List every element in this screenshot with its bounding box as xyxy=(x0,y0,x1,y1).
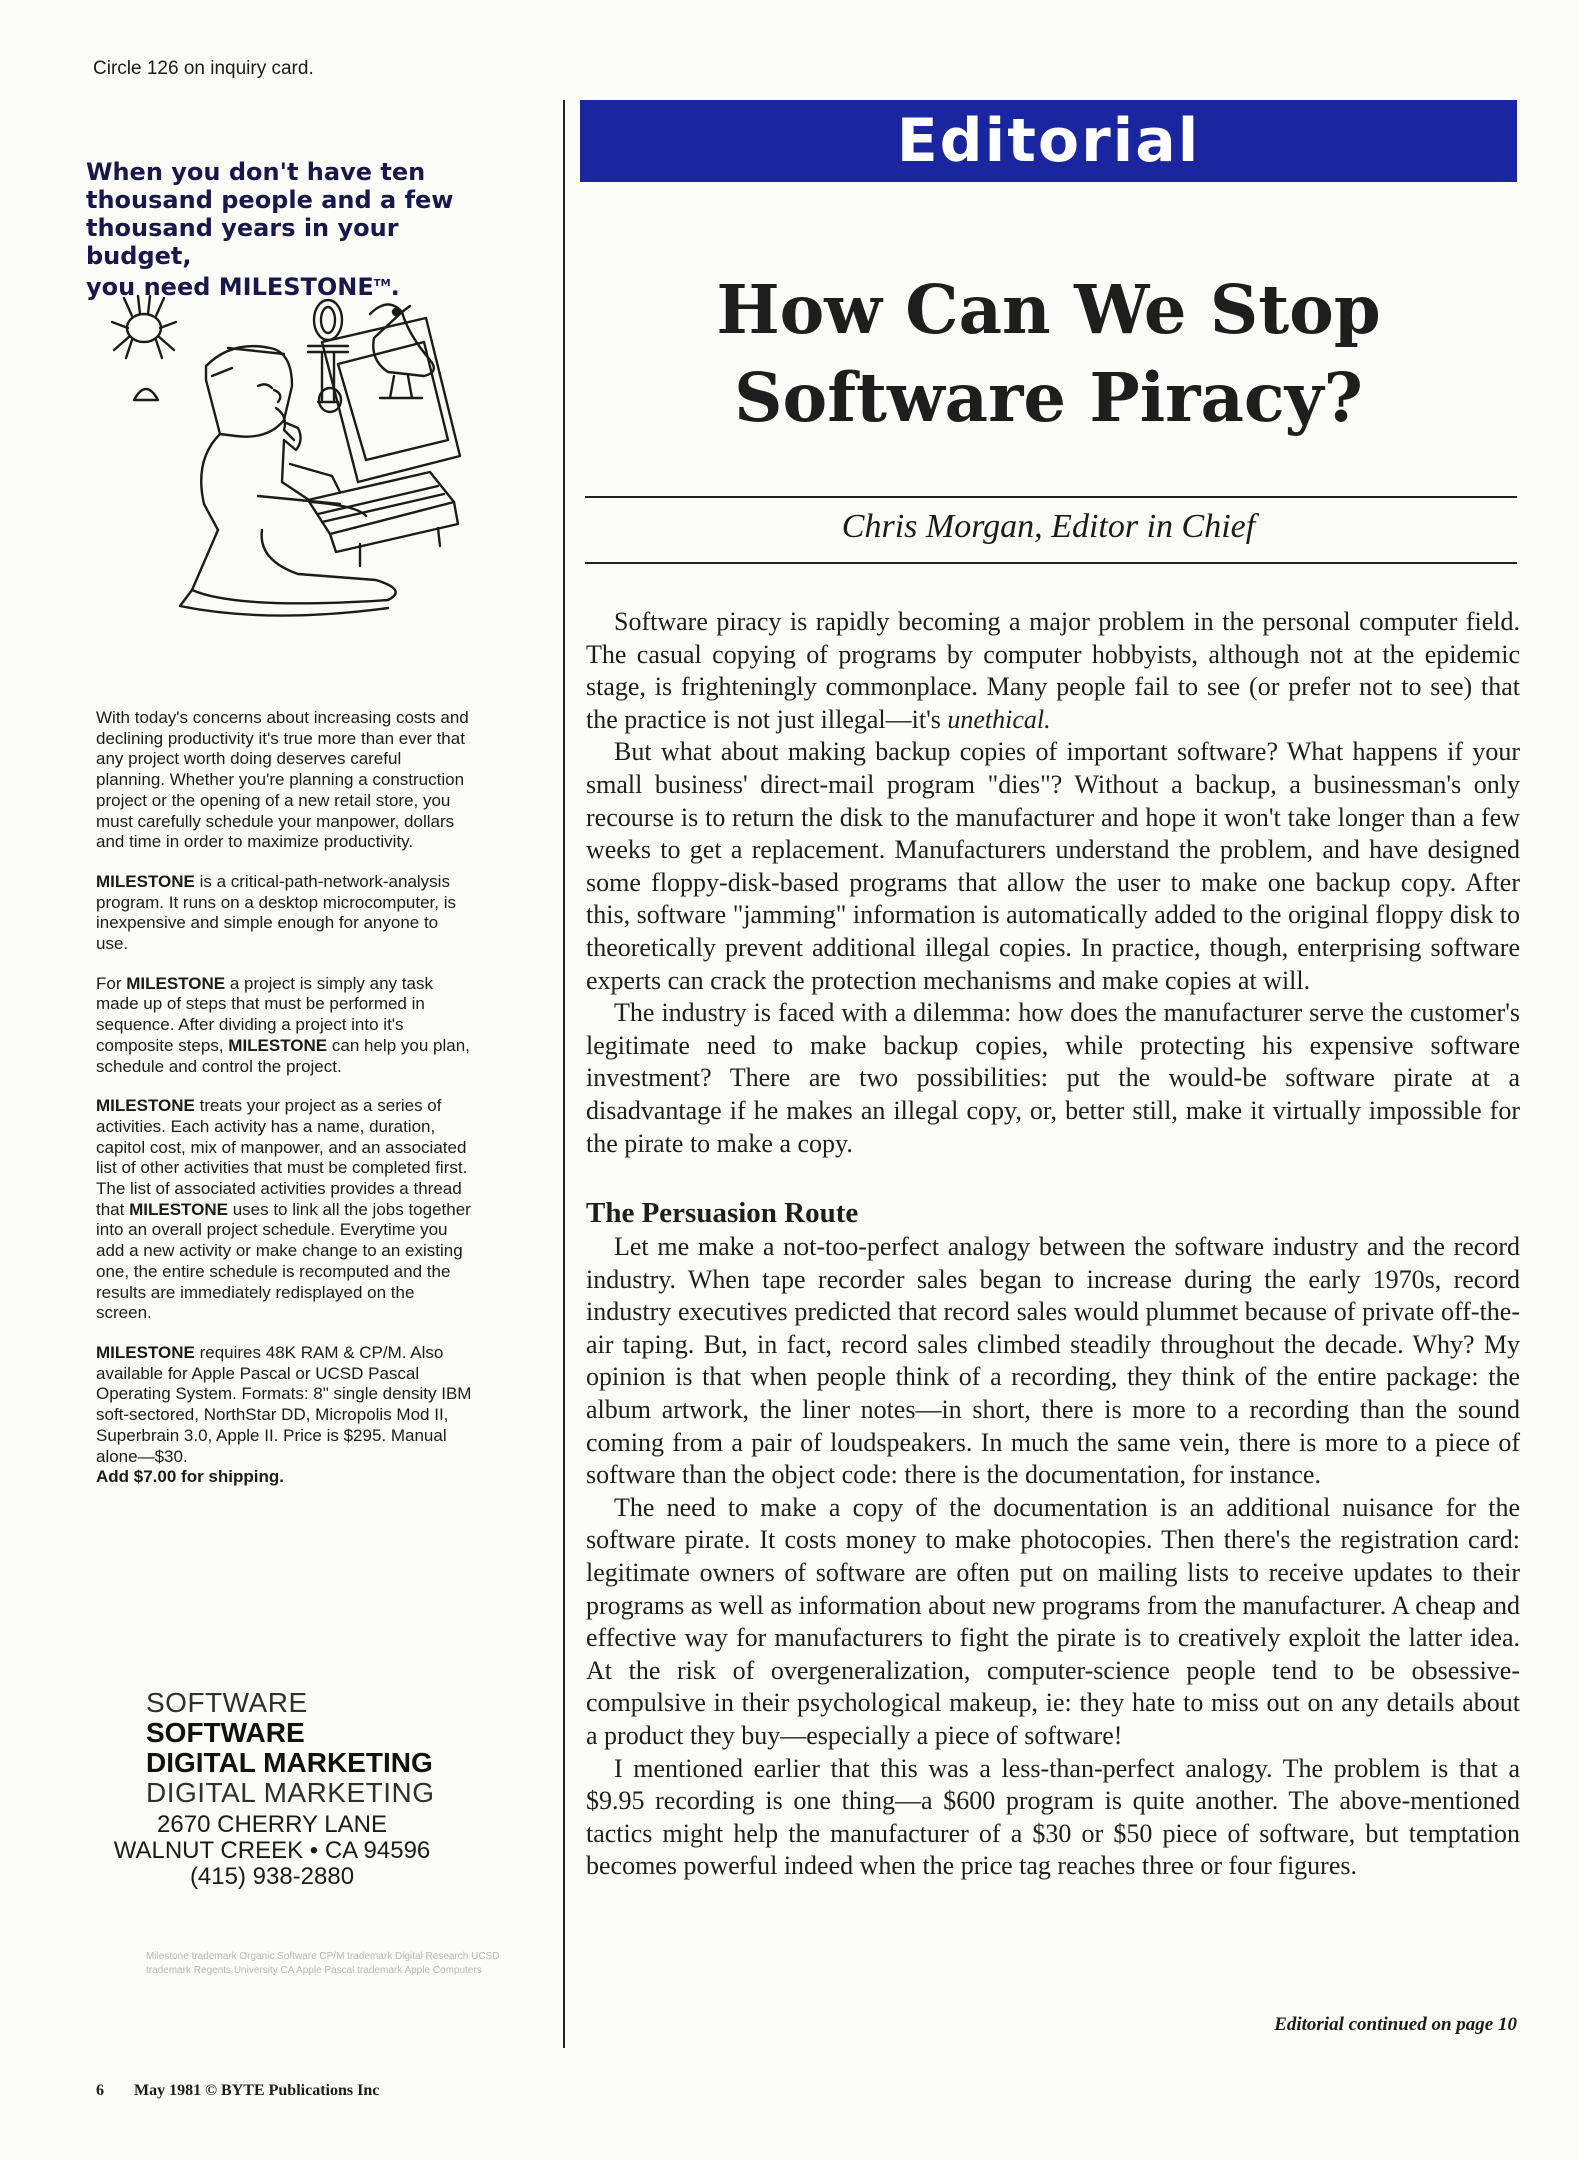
ad-paragraph-text: For xyxy=(96,973,127,993)
ad-paragraph xyxy=(96,974,474,1078)
brand-name: MILESTONE xyxy=(96,1096,195,1116)
page-number: 6 xyxy=(96,2082,104,2099)
phone-number: (415) 938-2880 xyxy=(189,1863,355,1890)
company-address xyxy=(96,1812,448,1890)
address-line: 2670 CHERRY LANE xyxy=(157,1811,387,1838)
ad-paragraph-text: requires 48K RAM & CP/M. Also available for Apple Pascal or UCSD Pascal Operating System. Formats: 8" single density IBM soft-sectored, NorthStar DD, Micropolis Mod II, Superbrain 3.0, Apple II. Price is $295. Manual alone—$30. xyxy=(96,1342,472,1466)
article-paragraph-text: Software piracy is rapidly becoming a major problem in the personal computer field. The casual copying of programs by computer hobbyists, although not at the epidemic stage, is frighteningly commonplace. Many people fail to see (or prefer not to see) that the practice is not just illegal—it's xyxy=(586,607,1520,734)
article-title xyxy=(580,266,1517,442)
section-heading: The Persuasion Route xyxy=(586,1197,859,1230)
company-line: SOFTWARE xyxy=(146,1717,305,1748)
ad-paragraph: With today's concerns about increasing costs and declining productivity it's true more than ever that any project worth doing deserves careful planning. Whether you're planning a construction project or the opening of a new retail store, you must carefully schedule your manpower, dollars and time in order to maximize productivity. xyxy=(96,708,469,852)
article-body xyxy=(586,606,1520,1883)
brand-name: MILESTONE xyxy=(126,973,226,993)
article-paragraph: The industry is faced with a dilemma: how does the manufacturer serve the customer's legitimate need to make backup copies, while protecting his expensive software investment? There are two possibilities: put the would-be software pirate at a disadvantage if he makes an illegal copy, or, better still, make it virtually impossible for the pirate to make a copy. xyxy=(586,998,1520,1158)
circle-note: Circle 126 on inquiry card. xyxy=(93,58,314,79)
byline-top-rule xyxy=(585,496,1517,498)
article-title-line-1: How Can We Stop xyxy=(716,270,1381,349)
company-line: DIGITAL MARKETING xyxy=(146,1747,433,1778)
section-banner: Editorial xyxy=(580,100,1517,182)
egyptian-scribe-illustration xyxy=(108,290,478,640)
continued-note: Editorial continued on page 10 xyxy=(1274,2014,1517,2035)
company-line: DIGITAL MARKETING xyxy=(146,1777,435,1808)
scarab-hieroglyph-icon xyxy=(112,296,176,358)
ad-headline-line-1: When you don't have ten xyxy=(86,158,426,186)
ad-headline-line-4: you need MILESTONE xyxy=(86,273,374,301)
company-logo xyxy=(146,1688,466,1808)
article-title-line-2: Software Piracy? xyxy=(734,358,1363,437)
ad-body xyxy=(96,708,474,1507)
emphasis-text: unethical. xyxy=(947,704,1051,734)
page-folio xyxy=(96,2082,379,2100)
ad-paragraph xyxy=(96,872,474,955)
ad-headline xyxy=(86,158,476,301)
trademark-fineprint: Milestone trademark Organic Software CP/M trademark Digital Research UCSD trademark Regents University CA Apple Pascal trademark Apple Computers xyxy=(146,1951,500,1976)
ad-paragraph xyxy=(96,1096,474,1324)
half-circle-glyph-icon xyxy=(134,389,158,400)
ad-paragraph-text: can help you plan, schedule and control the project. xyxy=(96,1035,470,1076)
company-line: SOFTWARE xyxy=(146,1687,308,1718)
address-line: WALNUT CREEK • CA 94596 xyxy=(113,1837,431,1864)
article-paragraph: But what about making backup copies of important software? What happens if your small business' direct-mail program "dies"? Without a backup, a businessman's only recourse is to return the disk to the manufacturer and hope it won't take longer than a few weeks to get a replacement. Manufacturers understand the problem, and have designed some floppy-disk-based programs that allow the user to make one backup copy. After this, software "jamming" information is automatically added to the original floppy disk to theoretically prevent additional illegal copies. In practice, though, enterprising software experts can crack the protection mechanisms and make copies at will. xyxy=(586,737,1520,995)
desktop-computer-icon xyxy=(290,318,460,566)
byline-bottom-rule xyxy=(585,562,1517,564)
ad-paragraph-text: is a critical-path-network-analysis program. It runs on a desktop microcomputer, is inexpensive and simple enough for anyone to use. xyxy=(96,871,456,954)
ad-paragraph-text: treats your project as a series of activities. Each activity has a name, duration, capitol cost, mix of manpower, and an associated list of other activities that must be completed first. The list of associated activities provides a thread that xyxy=(96,1096,468,1219)
brand-name: MILESTONE xyxy=(96,1342,195,1362)
trademark-mark: TM xyxy=(373,278,391,289)
ad-headline-line-3: thousand years in your budget, xyxy=(86,214,399,270)
article-paragraph: I mentioned earlier that this was a less-than-perfect analogy. The problem is that a $9.95 recording is one thing—a $600 program is quite another. The above-mentioned tactics might help the manufacturer of a $30 or $50 piece of software, but temptation becomes powerful indeed when the price tag reaches three or four figures. xyxy=(586,1753,1520,1881)
brand-name: MILESTONE xyxy=(228,1035,328,1055)
brand-name: MILESTONE xyxy=(96,871,195,891)
column-divider xyxy=(563,100,565,2048)
ad-paragraph xyxy=(96,1343,474,1488)
article-paragraph: Let me make a not-too-perfect analogy between the software industry and the record industry. When tape recorder sales began to increase during the early 1970s, record industry executives predicted that record sales would plummet because of private off-the-air taping. But, in fact, record sales climbed steadily throughout the decade. Why? My opinion is that when people think of a recording, they think of the entire package: the album artwork, the liner notes—in short, there is more to a recording than the sound coming from a pair of loudspeakers. In much the same vein, there is more to a piece of software than the object code: there is the documentation, for instance. xyxy=(586,1232,1520,1490)
ad-paragraph-text: uses to link all the jobs together into an overall project schedule. Everytime you add a new activity or make change to an existing one, the entire schedule is recomputed and the results are immediately redisplayed on the screen. xyxy=(96,1199,471,1323)
shipping-note: Add $7.00 for shipping. xyxy=(96,1467,284,1487)
issue-line: May 1981 © BYTE Publications Inc xyxy=(134,2082,380,2099)
article-paragraph xyxy=(586,606,1520,736)
byline: Chris Morgan, Editor in Chief xyxy=(841,508,1256,545)
ad-paragraph-text: a project is simply any task made up of steps that must be performed in sequence. After dividing a project into it's composite steps, xyxy=(96,973,433,1055)
ad-headline-period: . xyxy=(390,273,400,301)
ad-headline-line-2: thousand people and a few xyxy=(86,186,454,214)
brand-name: MILESTONE xyxy=(129,1199,228,1219)
article-paragraph: The need to make a copy of the documentation is an additional nuisance for the software pirate. It costs money to make photocopies. Then there's the registration card: legitimate owners of software are often put on mailing lists to receive updates to their programs as well as information about new programs from the manufacturer. A cheap and effective way for manufacturers to fight the pirate is to creatively exploit the latter idea. At the risk of overgeneralization, computer-science people tend to be obsessive-compulsive in their psychological makeup, ie: they hate to miss out on any details about a product they buy—especially a piece of software! xyxy=(586,1492,1520,1750)
ankh-hieroglyph-icon xyxy=(308,300,348,402)
